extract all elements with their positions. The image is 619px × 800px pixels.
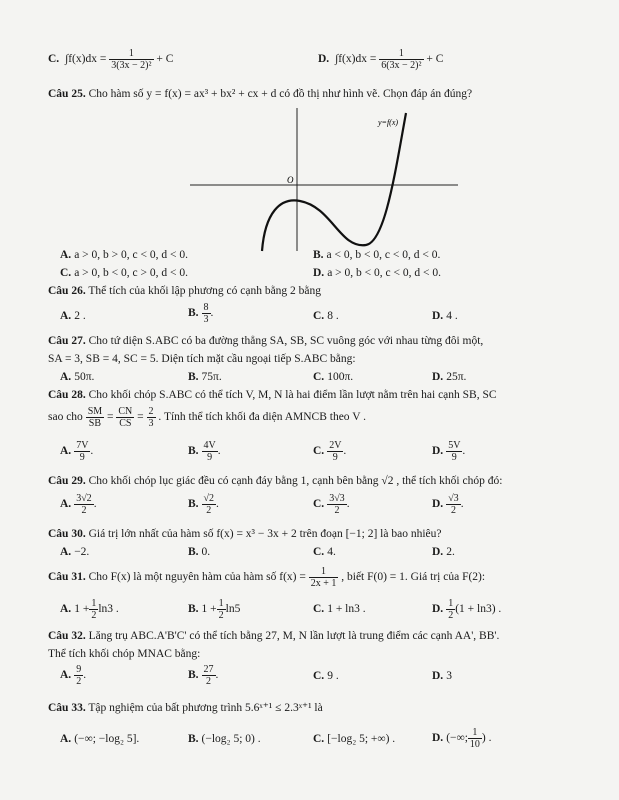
q32-option-c[interactable]: C. 9 . — [313, 670, 339, 682]
q32-option-d[interactable]: D. 3 — [432, 670, 452, 682]
q31-stem: Câu 31. Cho F(x) là một nguyên hàm của hàm số f(x) = $\frac{1}{2x + 1}$ , biết F(0) = 1. Giá trị của F(2): — [48, 566, 486, 589]
q28-option-c[interactable]: C. $\frac{2V}{9}$ . — [313, 440, 347, 463]
q32-option-b[interactable]: B. $\frac{27}{2}$ . — [188, 664, 219, 687]
q30-option-b[interactable]: B. 0. — [188, 546, 211, 558]
q29-option-c[interactable]: C. $\frac{3√3}{2}$ . — [313, 493, 350, 516]
q33-option-c[interactable]: C. [−log₂ 5; +∞) . — [313, 733, 396, 745]
q31-option-d[interactable]: D. $\frac{1}{2}$ (1 + ln3) . — [432, 598, 502, 621]
q25-option-a[interactable]: A. a > 0, b > 0, c < 0, d < 0. — [60, 249, 188, 261]
q32-stem-line2: Thể tích khối chóp MNAC bằng: — [48, 648, 201, 660]
q25-graph — [180, 103, 465, 253]
q25-option-b[interactable]: B. a < 0, b < 0, c < 0, d < 0. — [313, 249, 441, 261]
q26-option-b[interactable]: B. $\frac{8}{3}$ . — [188, 302, 214, 325]
q33-option-b[interactable]: B. (−log₂ 5; 0) . — [188, 733, 261, 745]
q28-option-b[interactable]: B. $\frac{4V}{9}$ . — [188, 440, 221, 463]
q28-stem-line2: sao cho $\frac{SM}{SB}$ = $\frac{CN}{CS}$ = $\frac{2}{3}$ . Tính thể tích khối đa diện AMNCB theo V . — [48, 406, 367, 429]
q30-option-d[interactable]: D. 2. — [432, 546, 455, 558]
q28-option-d[interactable]: D. $\frac{5V}{9}$ . — [432, 440, 466, 463]
q27-stem-line1: Câu 27. Cho tứ diện S.ABC có ba đường thẳng SA, SB, SC vuông góc với nhau từng đôi một, — [48, 335, 484, 347]
q27-option-b[interactable]: B. 75π. — [188, 371, 222, 383]
q33-option-a[interactable]: A. (−∞; −log₂ 5]. — [60, 733, 140, 745]
q27-option-a[interactable]: A. 50π. — [60, 371, 95, 383]
q26-option-d[interactable]: D. 4 . — [432, 310, 458, 322]
q25-option-d[interactable]: D. a > 0, b < 0, c < 0, d < 0. — [313, 267, 441, 279]
origin-label: O — [287, 175, 294, 185]
q30-option-c[interactable]: C. 4. — [313, 546, 336, 558]
curve-label: y=f(x) — [378, 118, 399, 127]
q27-stem-line2: SA = 3, SB = 4, SC = 5. Diện tích mặt cầu ngoại tiếp S.ABC bằng: — [48, 353, 356, 365]
q26-option-c[interactable]: C. 8 . — [313, 310, 339, 322]
q26-stem: Câu 26. Thể tích của khối lập phương có cạnh bằng 2 bằng — [48, 285, 322, 297]
q33-stem: Câu 33. Tập nghiệm của bất phương trình 5.6ˣ⁺¹ ≤ 2.3ˣ⁺¹ là — [48, 702, 323, 714]
q24-option-d[interactable]: D. ∫f(x)dx = $\frac{1}{\text{6(3x − 2)²}}$ + C — [318, 48, 444, 71]
q32-stem-line1: Câu 32. Lăng trụ ABC.A'B'C' có thể tích bằng 27, M, N lần lượt là trung điểm các cạnh AA', BB'. — [48, 630, 500, 642]
cubic-curve — [262, 113, 406, 251]
q30-option-a[interactable]: A. −2. — [60, 546, 90, 558]
q31-option-c[interactable]: C. 1 + ln3 . — [313, 603, 366, 615]
q28-stem-line1: Câu 28. Cho khối chóp S.ABC có thể tích V, M, N là hai điểm lần lượt nằm trên hai cạnh SB, SC — [48, 389, 497, 401]
q31-option-b[interactable]: B. 1 + $\frac{1}{2}$ ln5 — [188, 598, 241, 621]
q25-stem: Câu 25. Cho hàm số y = f(x) = ax³ + bx² + cx + d có đồ thị như hình vẽ. Chọn đáp án đúng? — [48, 88, 473, 100]
q27-option-d[interactable]: D. 25π. — [432, 371, 467, 383]
q29-option-b[interactable]: B. $\frac{√2}{2}$ . — [188, 493, 219, 516]
q32-option-a[interactable]: A. $\frac{9}{2}$ . — [60, 664, 87, 687]
q29-option-d[interactable]: D. $\frac{√3}{2}$ . — [432, 493, 464, 516]
q30-stem: Câu 30. Giá trị lớn nhất của hàm số f(x) = x³ − 3x + 2 trên đoạn [−1; 2] là bao nhiêu? — [48, 528, 442, 540]
q31-option-a[interactable]: A. 1 + $\frac{1}{2}$ ln3 . — [60, 598, 119, 621]
q26-option-a[interactable]: A. 2 . — [60, 310, 86, 322]
q28-option-a[interactable]: A. $\frac{7V}{9}$ . — [60, 440, 94, 463]
q33-option-d[interactable]: D. (−∞; $\frac{1}{10}$ ) . — [432, 727, 492, 750]
q29-option-a[interactable]: A. $\frac{3√2}{2}$ . — [60, 493, 97, 516]
q25-option-c[interactable]: C. a > 0, b < 0, c > 0, d < 0. — [60, 267, 188, 279]
q29-stem: Câu 29. Cho khối chóp lục giác đều có cạnh đáy bằng 1, cạnh bên bằng √2 , thể tích khối chóp đó: — [48, 475, 503, 487]
q24-option-c[interactable]: C. ∫f(x)dx = $\frac{1}{\text{3(3x − 2)²}}$ + C — [48, 48, 174, 71]
q27-option-c[interactable]: C. 100π. — [313, 371, 354, 383]
